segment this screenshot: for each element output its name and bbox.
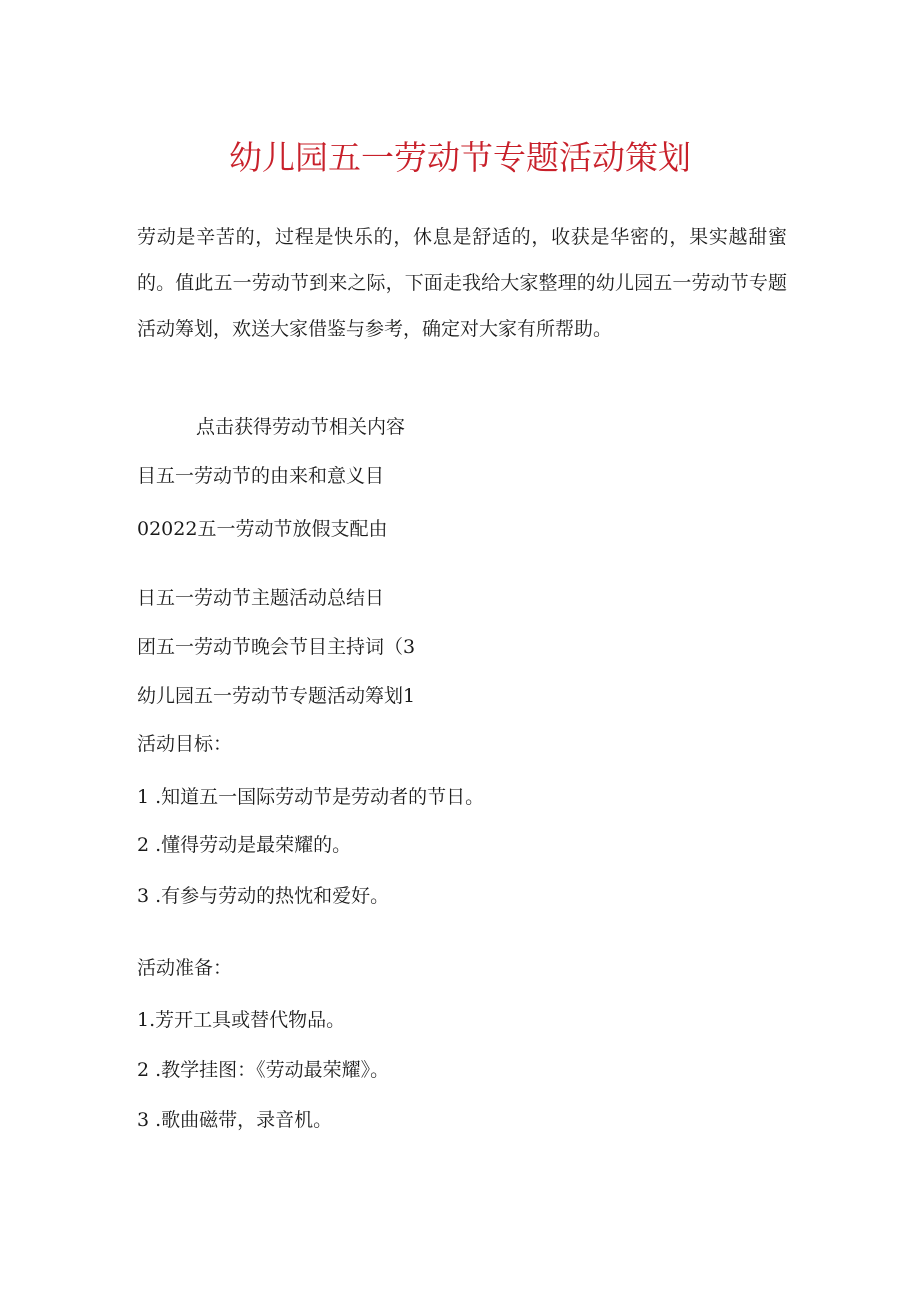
related-link-holiday-schedule[interactable]: 02022五一劳动节放假支配由: [137, 518, 388, 540]
related-link-origin[interactable]: 目五一劳动节的由来和意义目: [137, 465, 385, 487]
section-title: 幼儿园五一劳动节专题活动筹划1: [137, 685, 416, 707]
goals-heading: 活动目标：: [137, 733, 233, 755]
intro-paragraph: 劳动是辛苦的，过程是快乐的，休息是舒适的，收获是华密的，果实越甜蜜的。值此五一劳动节到来之际，下面走我给大家整理的幼儿园五一劳动节专题活动筹划，欢送大家借鉴与参考，确定对大家有所帮助。: [137, 226, 787, 340]
related-heading: 点击获得劳动节相关内容: [196, 416, 406, 438]
document-title: 幼儿园五一劳动节专题活动策划: [229, 138, 691, 177]
goal-item: 1 .知道五一国际劳动节是劳动者的节日。: [137, 786, 485, 808]
goal-item: 3 .有参与劳动的热忱和爱好。: [137, 885, 390, 907]
related-link-activity-summary[interactable]: 日五一劳动节主题活动总结日: [137, 587, 385, 609]
prep-item: 3 .歌曲磁带，录音机。: [137, 1109, 333, 1131]
prep-heading: 活动准备：: [137, 957, 233, 979]
goal-item: 2 .懂得劳动是最荣耀的。: [137, 834, 352, 856]
prep-item: 2 .教学挂图：《劳动最荣耀》。: [137, 1059, 390, 1081]
prep-item: 1.芳开工具或替代物品。: [137, 1009, 346, 1031]
related-link-host-script[interactable]: 团五一劳动节晚会节目主持词（3: [137, 636, 416, 658]
